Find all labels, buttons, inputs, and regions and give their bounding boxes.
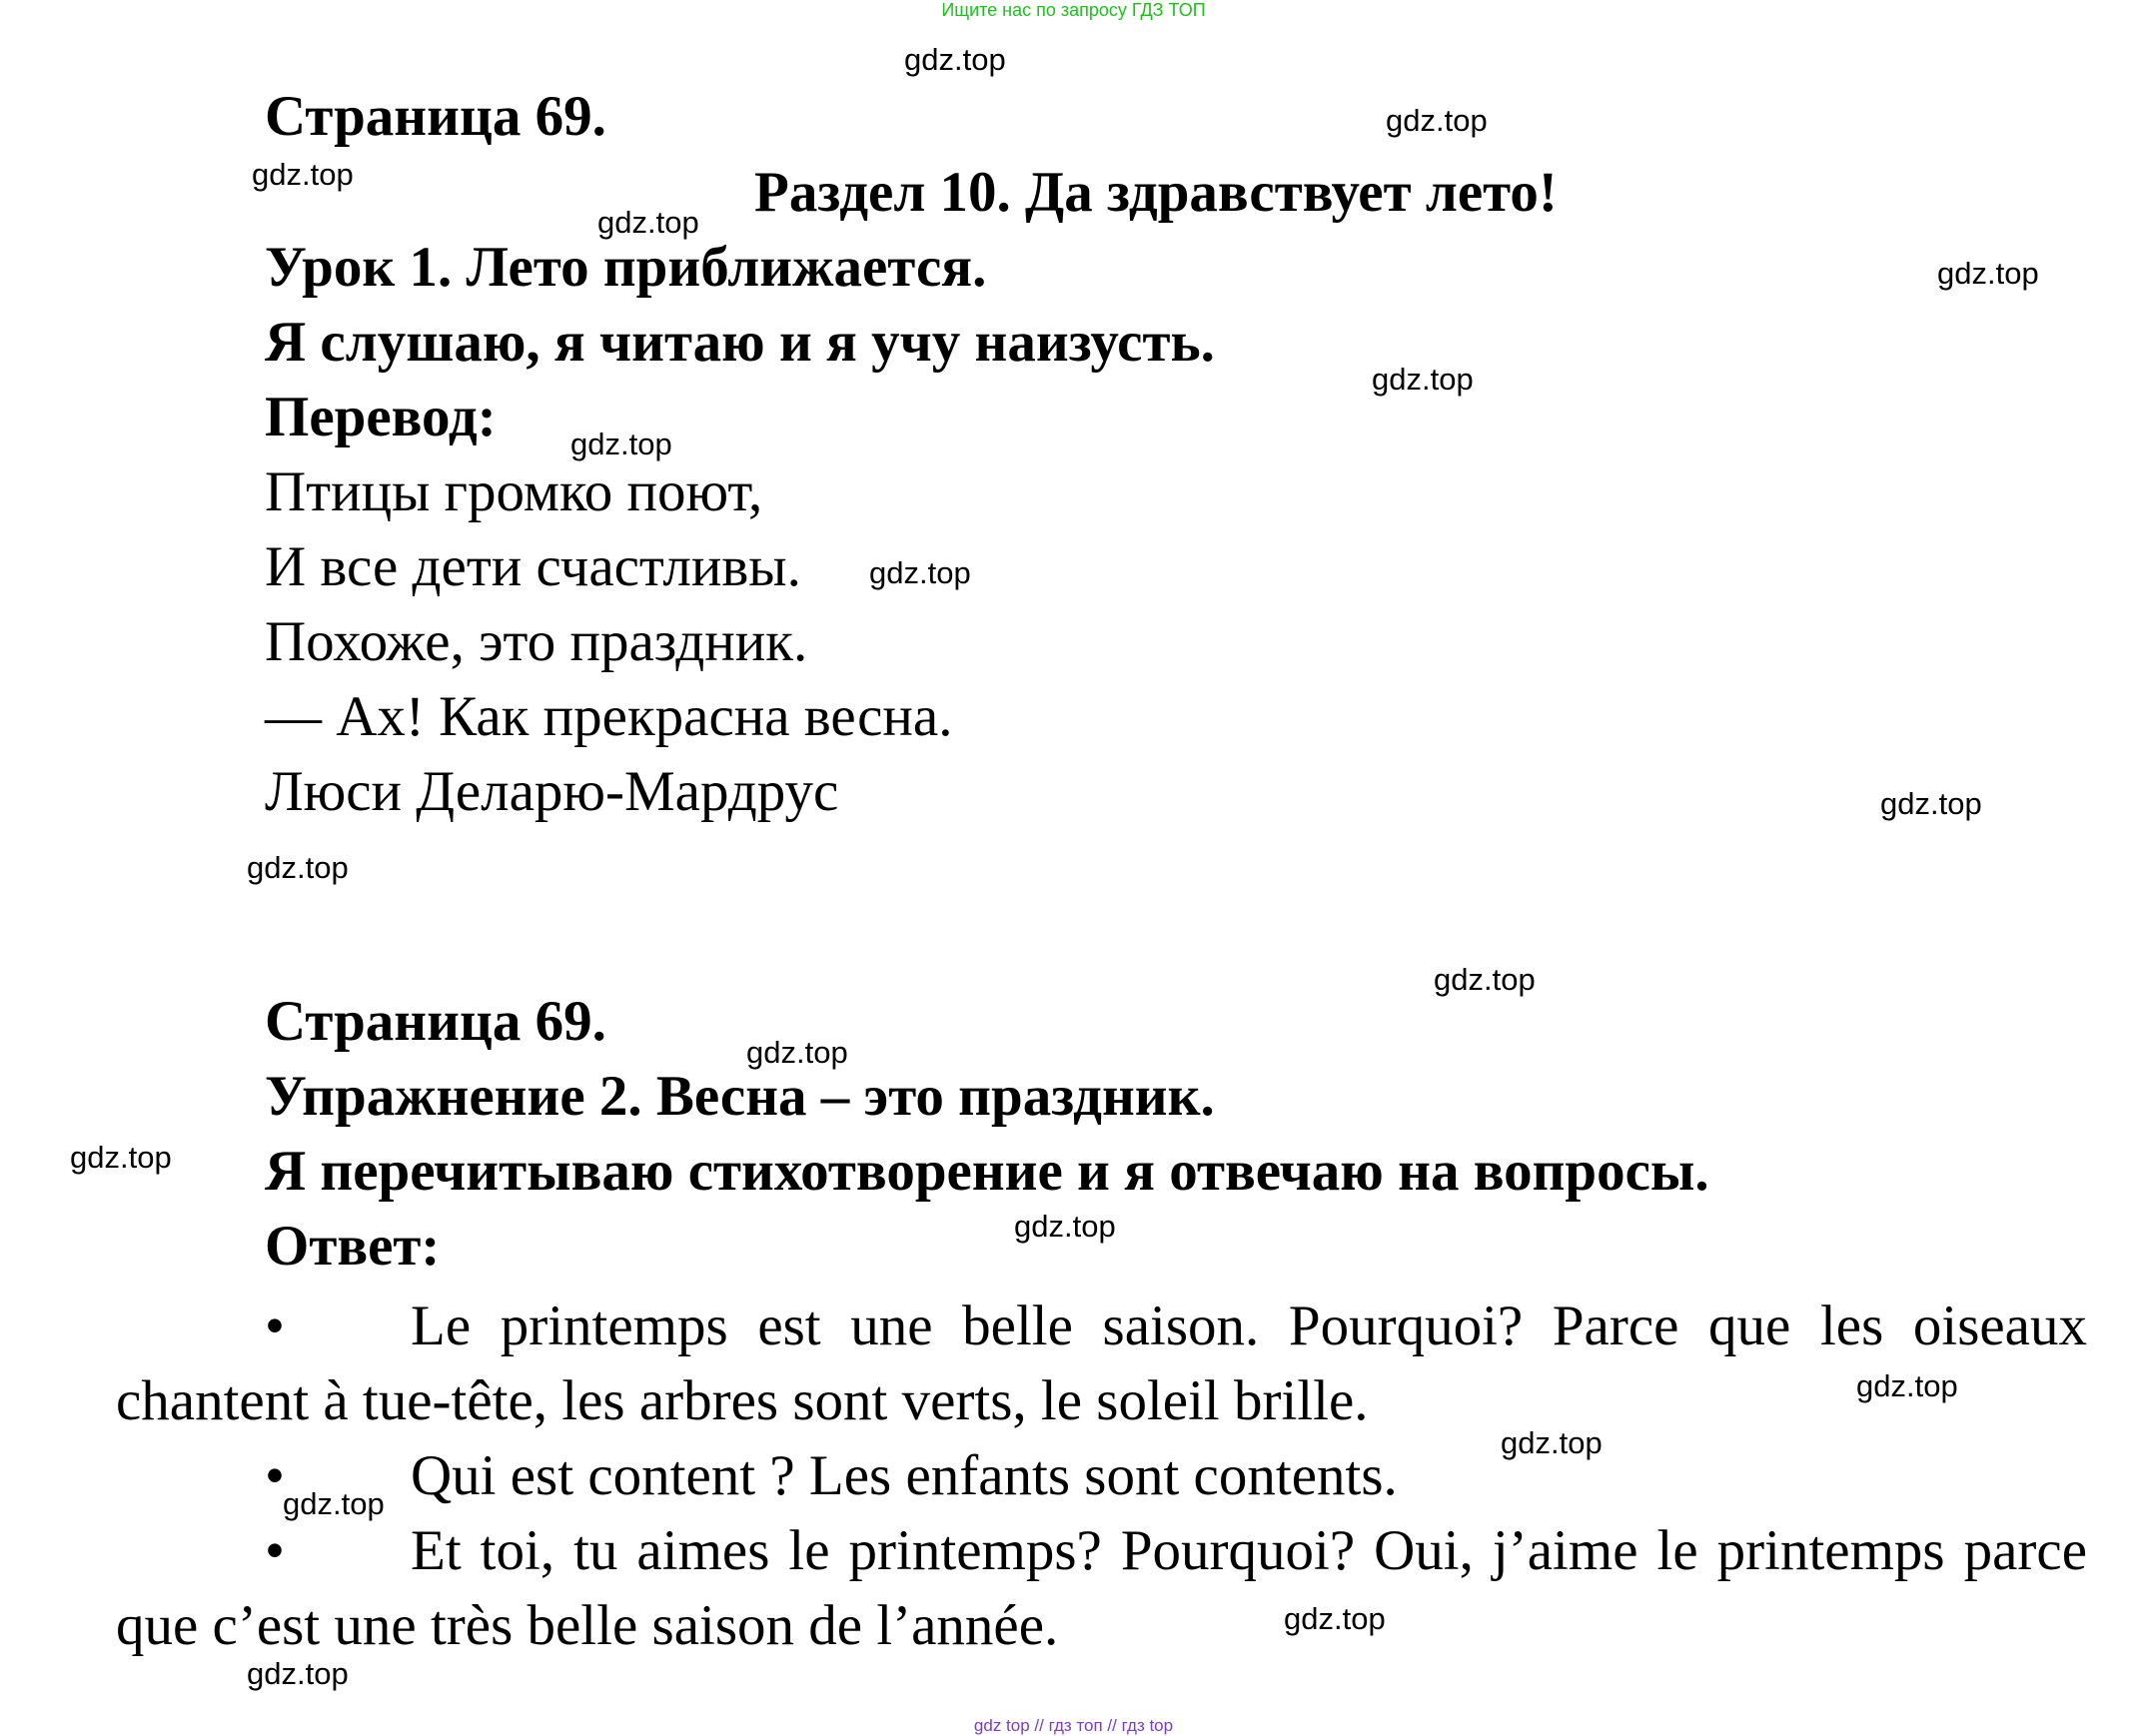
watermark[interactable]: gdz.top <box>869 555 971 590</box>
answer-item <box>116 1289 2087 1438</box>
task-text-2: Я перечитываю стихотворение и я отвечаю на вопросы. <box>265 1140 1709 1203</box>
watermark[interactable]: gdz.top <box>1284 1601 1386 1636</box>
translation-label: Перевод: <box>265 386 497 448</box>
watermark[interactable]: gdz.top <box>904 42 1006 77</box>
watermark[interactable]: gdz.top <box>252 157 354 192</box>
answer-first-line: Qui est content ? Les enfants sont contents. <box>411 1444 1398 1507</box>
watermark[interactable]: gdz.top <box>283 1486 385 1521</box>
watermark[interactable]: gdz.top <box>1014 1209 1116 1244</box>
answer-continuation: chantent à tue-tête, les arbres sont verts, le soleil brille. <box>116 1369 1369 1432</box>
watermark[interactable]: gdz.top <box>597 205 699 240</box>
poem-line: Птицы громко поют, <box>265 460 763 523</box>
watermark[interactable]: gdz.top <box>1386 103 1488 138</box>
footer-links[interactable]: gdz top // гдз топ // гдз top <box>973 1716 1174 1735</box>
poem-author: Люси Деларю-Мардрус <box>265 760 839 823</box>
task-text-1: Я слушаю, я читаю и я учу наизусть. <box>265 311 1215 374</box>
watermark[interactable]: gdz.top <box>746 1035 848 1070</box>
section-title: Раздел 10. Да здравствует лето! <box>754 161 1558 224</box>
lesson-title: Урок 1. Лето приближается. <box>265 236 987 299</box>
answer-item <box>116 1513 2087 1663</box>
answer-label: Ответ: <box>265 1215 441 1278</box>
watermark[interactable]: gdz.top <box>570 427 672 461</box>
top-banner[interactable]: Ищите нас по запросу ГДЗ ТОП <box>941 0 1206 20</box>
watermark[interactable]: gdz.top <box>70 1140 172 1175</box>
answer-continuation: que c’est une très belle saison de l’année. <box>116 1594 1059 1657</box>
bullet-icon: • <box>265 1519 285 1582</box>
poem-line: И все дети счастливы. <box>265 535 801 598</box>
exercise-title: Упражнение 2. Весна – это праздник. <box>265 1065 1215 1128</box>
poem-line: — Ах! Как прекрасна весна. <box>265 685 953 748</box>
watermark[interactable]: gdz.top <box>1856 1368 1958 1403</box>
poem-line: Похоже, это праздник. <box>265 610 808 673</box>
watermark[interactable]: gdz.top <box>1937 256 2039 291</box>
page-label-2: Страница 69. <box>265 990 606 1053</box>
watermark[interactable]: gdz.top <box>1434 962 1536 997</box>
page-label-1: Страница 69. <box>265 85 606 148</box>
watermark[interactable]: gdz.top <box>1372 362 1474 397</box>
bullet-icon: • <box>265 1295 285 1357</box>
answer-first-line: Et toi, tu aimes le printemps? Pourquoi? Oui, j’aime le printemps parce <box>411 1519 2087 1582</box>
answer-first-line: Le printemps est une belle saison. Pourquoi? Parce que les oiseaux <box>411 1295 2087 1357</box>
watermark[interactable]: gdz.top <box>1501 1425 1603 1460</box>
watermark[interactable]: gdz.top <box>1880 786 1982 821</box>
answer-item <box>116 1438 2087 1513</box>
watermark[interactable]: gdz.top <box>247 850 349 885</box>
watermark[interactable]: gdz.top <box>247 1656 349 1691</box>
bullet-icon: • <box>265 1444 285 1507</box>
